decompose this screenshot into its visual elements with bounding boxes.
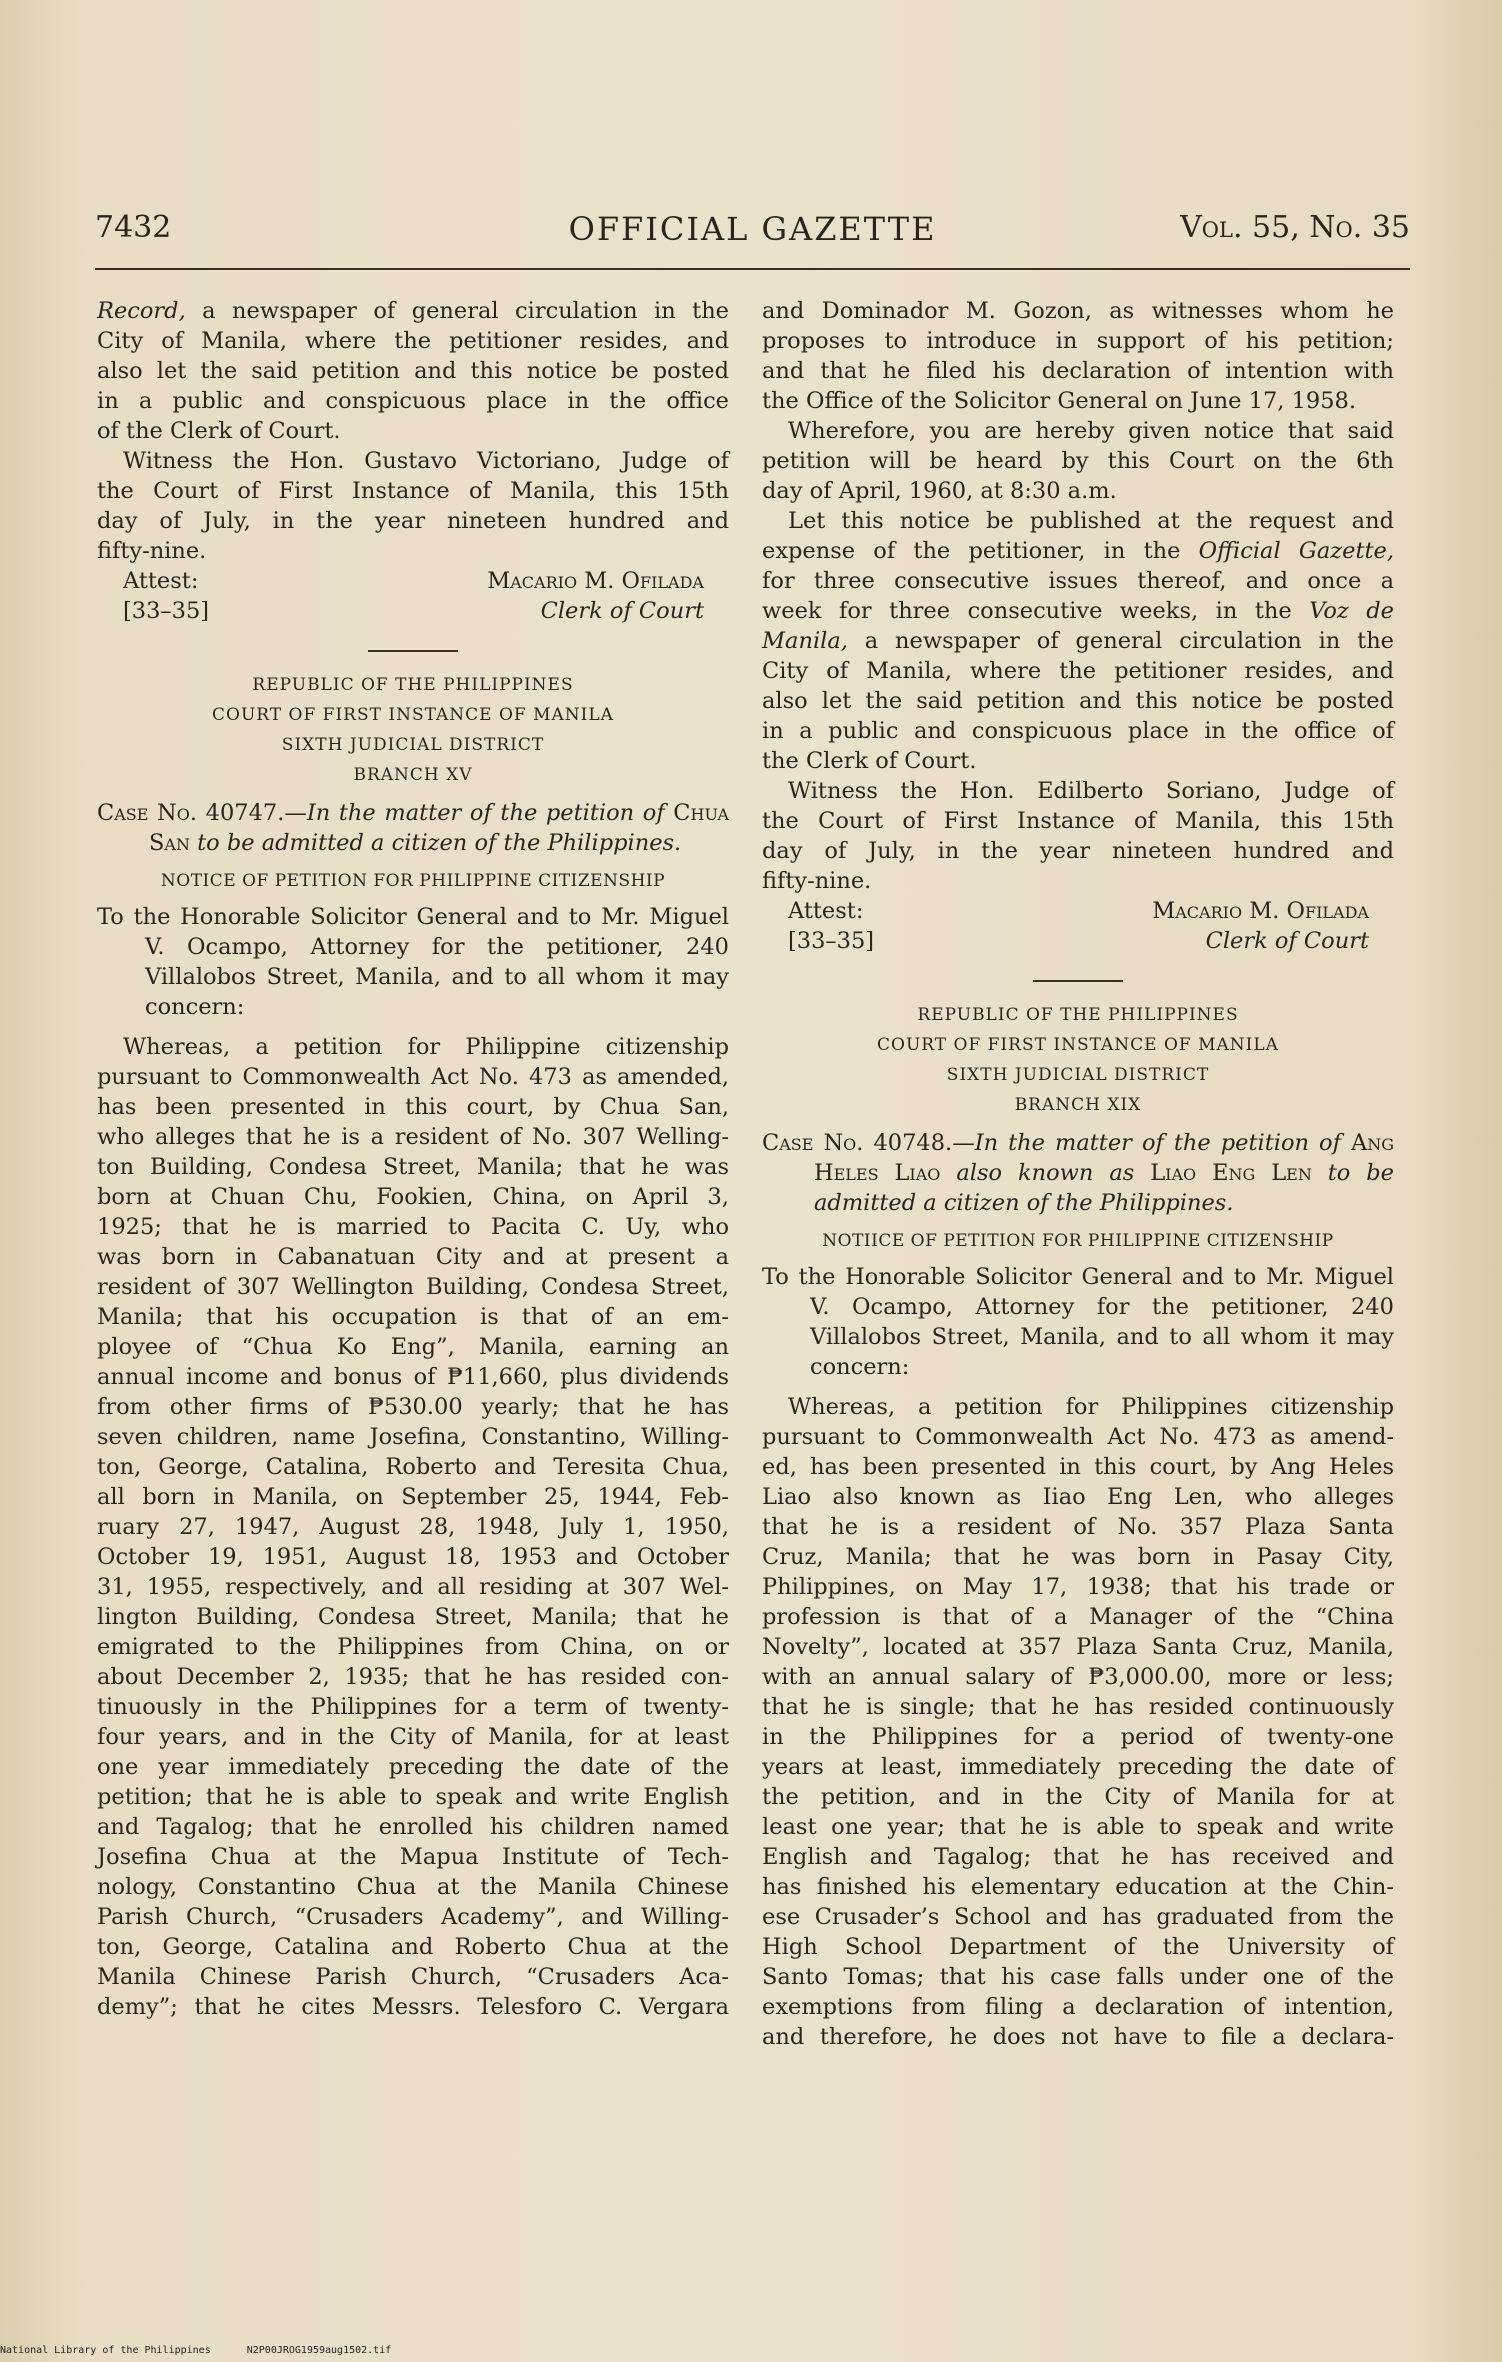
attest-block: Attest: [33–35] Macario M. Ofilada Clerk of Court xyxy=(123,568,704,624)
case-heading: Case No. 40748.—In the matter of the petition of Ang Heles Liao also known as Liao Eng Len to be admitted a citizen of the Philippines. xyxy=(762,1130,1394,1216)
paragraph: and Dominador M. Gozon, as witnesses whom he proposes to introduce in support of his petition; and that he filed his declaration of intention with the Office of the Solicitor General on June 17, 1958. xyxy=(762,298,1394,414)
paragraph: Record, a newspaper of general circulation in the City of Manila, where the petitioner resides, and also let the said petition and this notice be posted in a public and conspicuous place in the office of the Clerk of Court. xyxy=(97,298,729,444)
page-number: 7432 xyxy=(95,210,172,245)
left-column xyxy=(97,296,729,2022)
file-name: N2P00JROG1959aug1502.tif xyxy=(246,2345,392,2356)
header-rule xyxy=(95,268,1410,270)
address-paragraph: To the Honorable Solicitor General and to Mr. Miguel V. Ocampo, Attorney for the petitioner, 240 Villalobos Street, Manila, and to all whom it may concern: xyxy=(762,1264,1394,1380)
right-column xyxy=(762,296,1394,2052)
clerk-name: Macario M. Ofilada xyxy=(487,568,704,594)
scan-footer xyxy=(0,2345,421,2356)
notice-title: NOTICE OF PETITION FOR PHILIPPINE CITIZENSHIP xyxy=(160,871,666,891)
library-name: National Library of the Philippines xyxy=(0,2345,211,2356)
section-divider xyxy=(1033,980,1123,982)
address-paragraph: To the Honorable Solicitor General and to Mr. Miguel V. Ocampo, Attorney for the petitioner, 240 Villalobos Street, Manila, and to all whom it may concern: xyxy=(97,904,729,1020)
clerk-name: Macario M. Ofilada xyxy=(1152,898,1369,924)
paragraph: Wherefore, you are hereby given notice that said petition will be heard by this Court on the 6th day of April, 1960, at 8:30 a.m. xyxy=(762,418,1394,504)
section-divider xyxy=(368,650,458,652)
volume-number: Vol. 55, No. 35 xyxy=(1180,210,1410,245)
body-paragraph: Whereas, a petition for Philippine citizenship pursuant to Commonwealth Act No. 473 as amended, has been presented in this court, by Chua San, who alleges that he is a resident of No. 307 Welling- ton Building, Condesa Street, Manila; that he was born at Chuan Chu, Fookien, China, on April 3, 1925; that he is married to Pacita C. Uy, who was born in Cabanatuan City and at present a resident of 307 Wellington Building, Condesa Street, Manila; that his occupation is that of an em- ployee of “Chua Ko Eng”, Manila, earning an annual income and bonus of ₱11,660, plus dividends from other firms of ₱530.00 yearly; that he has seven children, name Josefina, Constantino, Willing- ton, George, Catalina, Roberto and Teresita Chua, all born in Manila, on September 25, 1944, Feb- ruary 27, 1947, August 28, 1948, July 1, 1950, October 19, 1951, August 18, 1953 and October 31, 1955, respectively, and all residing at 307 Wel- lington Building, Condesa Street, Manila; that he emigrated to the Philippines from China, on or about December 2, 1935; that he has resided con- tinuously in the Philippines for a term of twenty- four years, and in the City of Manila, for at least one year immediately preceding the date of the petition; that he is able to speak and write English and Tagalog; that he enrolled his children named Josefina Chua at the Mapua Institute of Tech- nology, Constantino Chua at the Manila Chinese Parish Church, “Crusaders Academy”, and Willing- ton, George, Catalina and Roberto Chua at the Manila Chinese Parish Church, “Crusaders Aca- demy”; that he cites Messrs. Telesforo C. Vergara xyxy=(97,1034,729,2020)
paragraph: Witness the Hon. Gustavo Victoriano, Judge of the Court of First Instance of Manila, this 15th day of July, in the year nineteen hundred and fifty-nine. xyxy=(97,448,729,564)
body-paragraph: Whereas, a petition for Philippines citizenship pursuant to Commonwealth Act No. 473 as amend- ed, has been presented in this court, by Ang Heles Liao also known as Iiao Eng Len, who alleges that he is a resident of No. 357 Plaza Santa Cruz, Manila; that he was born in Pasay City, Philippines, on May 17, 1938; that his trade or profession is that of a Manager of the “China Novelty”, located at 357 Plaza Santa Cruz, Manila, with an annual salary of ₱3,000.00, more or less; that he is single; that he has resided continuously in the Philippines for a period of twenty-one years at least, immediately preceding the date of the petition, and in the City of Manila for at least one year; that he is able to speak and write English and Tagalog; that he has received and has finished his elementary education at the Chin- ese Crusader’s School and has graduated from the High School Department of the University of Santo Tomas; that his case falls under one of the exemptions from filing a declaration of intention, and therefore, he does not have to file a declara- xyxy=(762,1394,1394,2050)
notice-title: NOTIICE OF PETITION FOR PHILIPPINE CITIZENSHIP xyxy=(822,1231,1334,1251)
page-header xyxy=(95,210,1410,260)
paragraph: Let this notice be published at the request and expense of the petitioner, in the Official Gazette, for three consecutive issues thereof, and once a week for three consecutive weeks, in the Voz de Manila, a newspaper of general circulation in the City of Manila, where the petitioner resides, and also let the said petition and this notice be posted in a public and conspicuous place in the office of the Clerk of Court. xyxy=(762,508,1394,774)
case-heading: Case No. 40747.—In the matter of the petition of Chua San to be admitted a citizen of the Philippines. xyxy=(97,800,730,856)
publication-title: OFFICIAL GAZETTE xyxy=(568,210,937,248)
court-caption: REPUBLIC OF THE PHILIPPINES COURT OF FIRST INSTANCE OF MANILA SIXTH JUDICIAL DISTRICT BRANCH XIX xyxy=(877,1005,1279,1115)
paragraph: Witness the Hon. Edilberto Soriano, Judge of the Court of First Instance of Manila, this 15th day of July, in the year nineteen hundred and fifty-nine. xyxy=(762,778,1394,894)
court-caption: REPUBLIC OF THE PHILIPPINES COURT OF FIRST INSTANCE OF MANILA SIXTH JUDICIAL DISTRICT BRANCH XV xyxy=(212,675,614,785)
attest-block: Attest: [33–35] Macario M. Ofilada Clerk of Court xyxy=(788,898,1369,954)
